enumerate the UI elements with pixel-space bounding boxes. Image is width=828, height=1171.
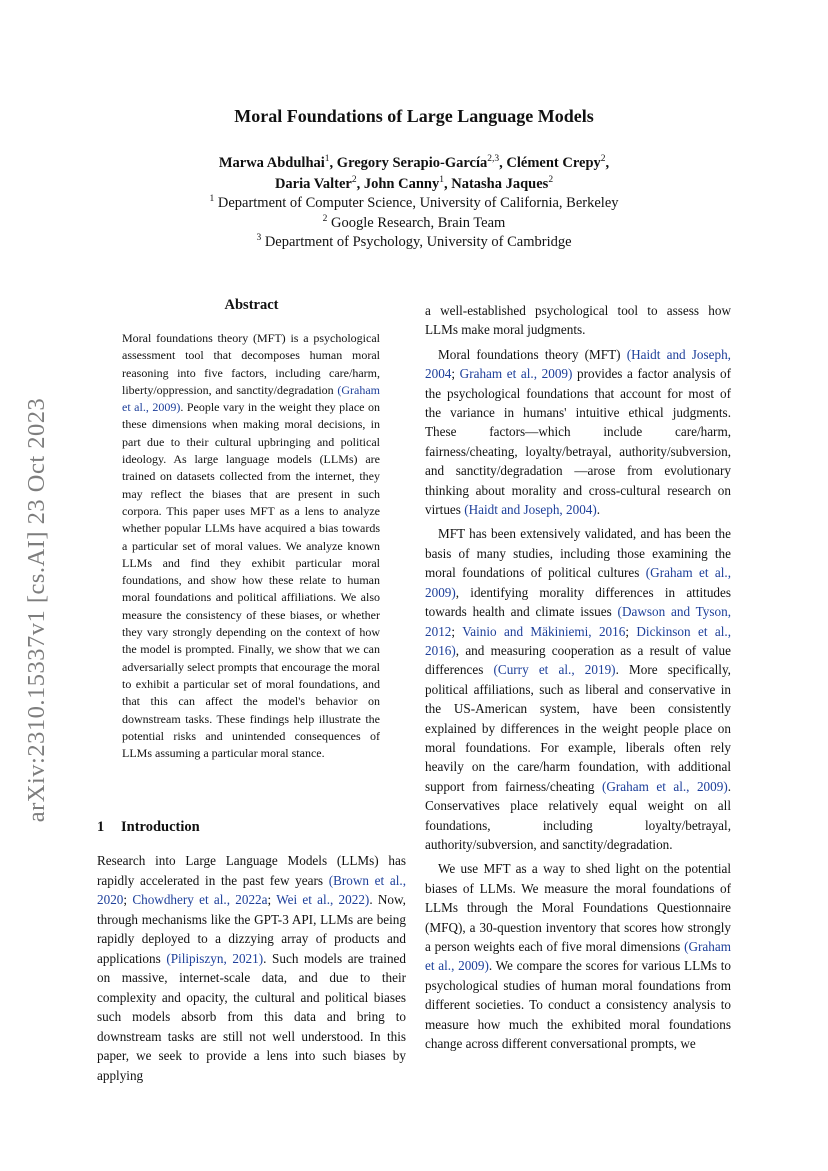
citation-link[interactable]: Wei et al., 2022) [276,892,370,907]
affiliation-text: Department of Computer Science, University of California, Berkeley [217,195,619,211]
body-text: ; [625,623,637,639]
body-text: . More specifically, political affiliations, such as liberal and conservative in the US-American system, have been consistently explained by differences in the weight people place on moral foundations. For example, liberals often rely heavily on the care/harm foundation, with additional support from fairness/cheating [425,662,731,794]
paper-title: Moral Foundations of Large Language Models [234,106,594,126]
citation-link[interactable]: (Graham et al., 2009) [602,778,728,794]
citation-link[interactable]: Dickinson et al., 2016) [425,623,731,658]
paragraph [425,859,731,1053]
body-text: ; [267,892,277,907]
section-heading [97,819,200,836]
section-number: 1 [97,819,105,835]
author-affil-mark: 1 [439,175,444,186]
affiliation-mark: 2 [322,213,328,224]
affiliation-text: Google Research, Brain Team [331,214,506,231]
right-column [425,301,731,1053]
body-text: . [596,502,601,518]
citation-link[interactable]: (Graham et al., 2009) [122,382,380,415]
arxiv-sidebar [17,375,57,845]
body-text: . We compare the scores for various LLMs to psychological studies of human moral foundations from different societies. To conduct a consistency analysis to measure how much the exhibited moral foundations change across different conversational prompts, we [425,958,731,1052]
affiliation-list [0,194,828,253]
intro-column [97,851,406,1085]
body-text: ; [451,366,460,382]
body-text: ; [123,892,133,907]
paragraph [425,524,731,854]
author-name: Gregory Serapio-García [336,155,488,171]
author-name: Natasha Jaques [451,176,549,192]
author-name: Marwa Abdulhai [218,155,325,171]
paragraph [425,345,731,520]
body-text: . Such models are trained on massive, internet-scale data, and due to their complexity and opacity, the cultural and political biases such models absorb from this data and bring to downstream tasks are still not well understood. In this paper, we seek to provide a lens into such biases by applying [97,950,406,1083]
body-text: ; [451,623,463,639]
citation-link[interactable]: (Haidt and Joseph, 2004 [425,346,731,382]
body-text: MFT has been extensively validated, and has been the basis of many studies, including those examining the moral foundations of political cultures [425,526,731,581]
affiliation-mark: 1 [209,194,215,205]
citation-link[interactable]: Vainio and Mäkiniemi, 2016 [462,623,626,639]
affiliation [0,233,828,253]
author-name: Daria Valter [274,176,352,192]
affiliation [0,194,828,214]
affiliation-text: Department of Psychology, University of Cambridge [264,234,572,250]
author-affil-mark: 1 [324,154,330,165]
body-text: Research into Large Language Models (LLMs) has rapidly accelerated in the past few years [97,853,406,888]
body-text: . Now, through mechanisms like the GPT-3 API, LLMs are being rapidly deployed to a dizzying array of products and applications [97,892,406,966]
body-text: Moral foundations theory (MFT) [438,346,627,362]
citation-link[interactable]: Chowdhery et al., 2022a [132,892,268,907]
paragraph: a well-established psychological tool to assess how LLMs make moral judgments. [425,303,731,338]
abstract-text: Moral foundations theory (MFT) is a psychological assessment tool that decomposes human moral reasoning into five factors, including care/harm, liberty/oppression, and sanctity/degradation [122,331,380,397]
affiliation-mark: 3 [256,233,262,244]
citation-link[interactable]: (Graham et al., 2009) [425,939,731,974]
citation-link[interactable]: (Brown et al., 2020 [97,872,407,907]
arxiv-identifier: arXiv:2310.15337v1 [cs.AI] 23 Oct 2023 [23,397,50,823]
author-name: John Canny [363,176,440,192]
citation-link[interactable]: Graham et al., 2009) [459,366,573,382]
body-text: , identifying morality differences in attitudes towards health and climate issues [425,584,731,620]
abstract-text: . People vary in the weight they place on these dimensions when making moral decisions, in part due to their cultural upbringing and political ideology. As large language models (LLMs) are trained on datasets collected from the internet, they may reflect the biases that are present in such corpora. This paper uses MFT as a lens to analyze whether popular LLMs have acquired a bias towards a particular set of moral values. We analyze known LLMs and find they exhibit particular moral foundations, and show how these relate to human moral foundations and political affiliations. We also measure the consistency of these biases, or whether they vary strongly depending on the context of how the model is prompted. Finally, we show that we can adversarially select prompts that encourage the moral to exhibit a particular set of moral foundations, and that this can affect the model's behavior on downstream tasks. These findings help illustrate the potential risks and unintended consequences of LLMs assuming a particular moral stance. [122,400,381,761]
abstract-body [122,330,380,762]
author-affil-mark: 2,3 [487,154,500,165]
body-text: , and measuring cooperation as a result of value differences [425,642,731,678]
author-name: Clément Crepy [506,155,601,171]
author-affil-mark: 2 [548,175,554,186]
citation-link[interactable]: (Dawson and Tyson, 2012 [425,604,731,639]
body-text: We use MFT as a way to shed light on the potential biases of LLMs. We measure the moral foundations of LLMs through the Moral Foundations Questionnaire (MFQ), a 30-question inventory that scores how strongly a person weights each of five moral dimensions [425,861,731,954]
section-title: Introduction [121,819,200,835]
author-affil-mark: 2 [351,175,357,186]
body-text: provides a factor analysis of the psychological foundations that account for most of the variance in humans' intuitive ethical judgments. These factors—which include care/harm, fairness/cheating, loyalty/betrayal, authority/subversion, and sanctity/degradation —arose from evolutionary thinking about morality and cross-cultural research on virtues [425,366,731,518]
citation-link[interactable]: (Haidt and Joseph, 2004) [464,502,597,518]
paragraph [97,851,406,1085]
author-list: Marwa Abdulhai$^1$, Gregory Serapio-García$^{2,3}$, Clément Crepy$^2$, Daria Valter$^2$, John Canny$^1$, Natasha Jaques$^2$ [218,154,610,192]
citation-link[interactable]: (Pilipiszyn, 2021) [166,950,264,966]
citation-link[interactable]: (Graham et al., 2009) [425,565,731,600]
citation-link[interactable]: (Curry et al., 2019) [493,662,616,678]
body-text: . Conservatives place relatively equal weight on all foundations, including loyalty/betrayal, authority/subversion, and sanctity/degradation. [425,778,732,852]
affiliation [0,214,828,234]
abstract-heading: Abstract [224,297,279,313]
author-affil-mark: 2 [600,154,606,165]
